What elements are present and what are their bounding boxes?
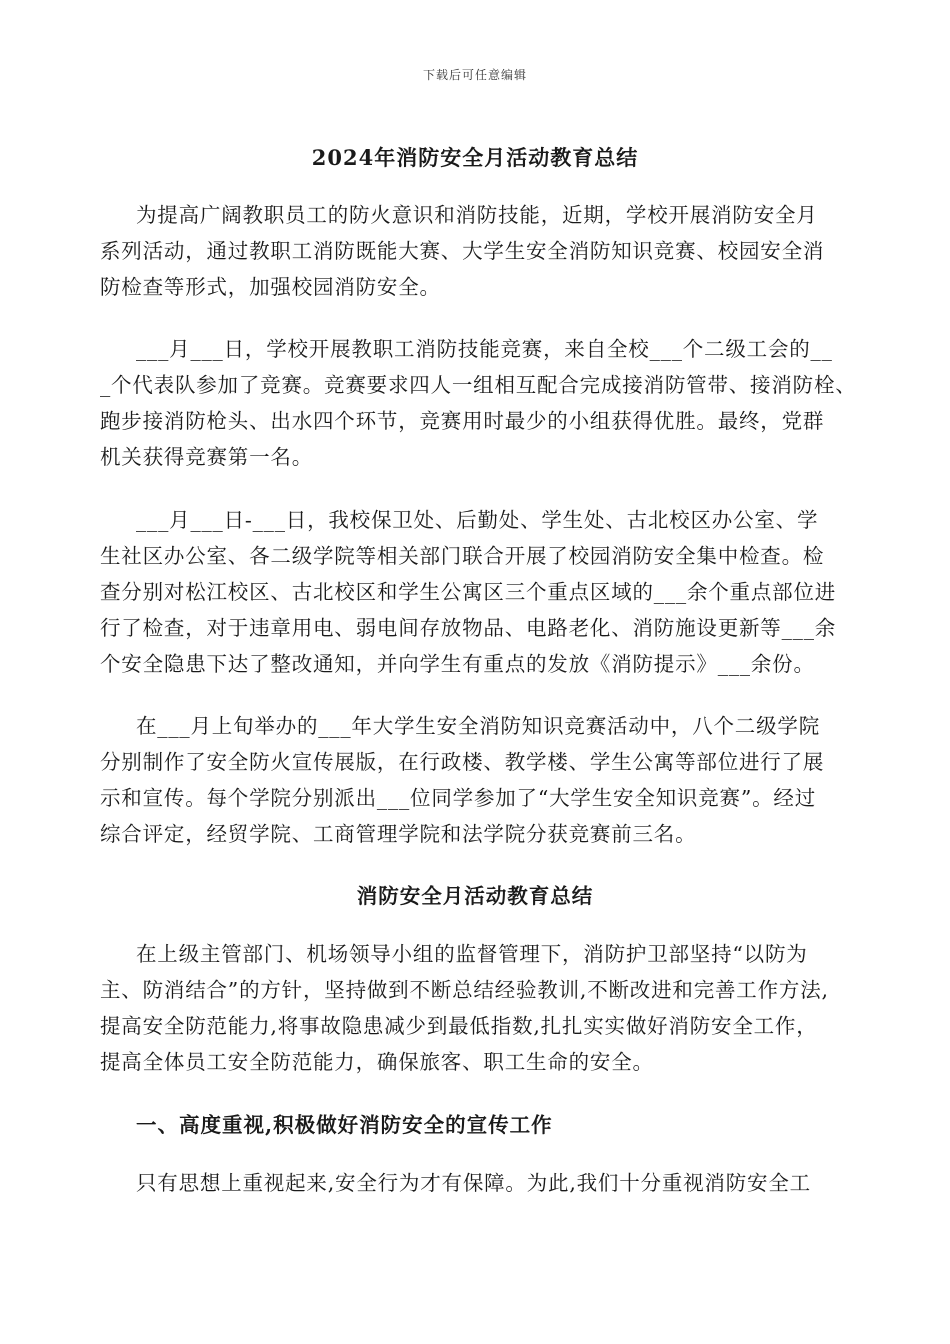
- paragraph-2-line-2: _个代表队参加了竞赛。竞赛要求四人一组相互配合完成接消防管带、接消防栓、: [100, 373, 857, 397]
- paragraph-4-line-1: 在___月上旬举办的___年大学生安全消防知识竞赛活动中，八个二级学院: [136, 714, 820, 738]
- paragraph-2-line-4: 机关获得竞赛第一名。: [100, 445, 313, 469]
- paragraph-3-line-2: 生社区办公室、各二级学院等相关部门联合开展了校园消防安全集中检查。检: [100, 544, 825, 568]
- header-note: 下载后可任意编辑: [422, 68, 527, 82]
- paragraph-5-line-3: 提高安全防范能力,将事故隐患减少到最低指数,扎扎实实做好消防安全工作，: [100, 1014, 818, 1038]
- paragraph-5-line-1: 在上级主管部门、机场领导小组的监督管理下，消防护卫部坚持“以防为: [136, 942, 808, 966]
- paragraph-3-line-3: 查分别对松江校区、古北校区和学生公寓区三个重点区域的___余个重点部位进: [100, 580, 837, 604]
- paragraph-5-line-2: 主、防消结合”的方针，坚持做到不断总结经验教训,不断改进和完善工作方法,: [100, 978, 829, 1002]
- paragraph-3-line-5: 个安全隐患下达了整改通知，并向学生有重点的发放《消防提示》___余份。: [100, 652, 815, 676]
- paragraph-4-line-2: 分别制作了安全防火宣传展版，在行政楼、教学楼、学生公寓等部位进行了展: [100, 750, 825, 774]
- paragraph-5-line-4: 提高全体员工安全防范能力，确保旅客、职工生命的安全。: [100, 1050, 654, 1074]
- section-subtitle: 消防安全月活动教育总结: [356, 884, 594, 908]
- paragraph-1-line-1: 为提高广阔教职员工的防火意识和消防技能，近期，学校开展消防安全月: [136, 203, 818, 227]
- paragraph-2-line-1: ___月___日，学校开展教职工消防技能竞赛，来自全校___个二级工会的__: [136, 337, 833, 361]
- document-title: 2024年消防安全月活动教育总结: [311, 145, 639, 170]
- paragraph-3-line-1: ___月___日-___日，我校保卫处、后勤处、学生处、古北校区办公室、学: [136, 508, 819, 532]
- paragraph-1-line-2: 系列活动，通过教职工消防既能大赛、大学生安全消防知识竞赛、校园安全消: [100, 239, 825, 263]
- paragraph-4-line-3: 示和宣传。每个学院分别派出___位同学参加了“大学生安全知识竞赛”。经过: [100, 786, 817, 810]
- paragraph-2-line-3: 跑步接消防枪头、出水四个环节，竞赛用时最少的小组获得优胜。最终，党群: [100, 409, 825, 433]
- paragraph-4-line-4: 综合评定，经贸学院、工商管理学院和法学院分获竞赛前三名。: [100, 822, 697, 846]
- paragraph-1-line-3: 防检查等形式，加强校园消防安全。: [100, 275, 441, 299]
- paragraph-6-line-1: 只有思想上重视起来,安全行为才有保障。为此,我们十分重视消防安全工: [136, 1171, 811, 1195]
- section-heading-1: 一、高度重视,积极做好消防安全的宣传工作: [136, 1113, 553, 1137]
- paragraph-3-line-4: 行了检查，对于违章用电、弱电间存放物品、电路老化、消防施设更新等___余: [100, 616, 837, 640]
